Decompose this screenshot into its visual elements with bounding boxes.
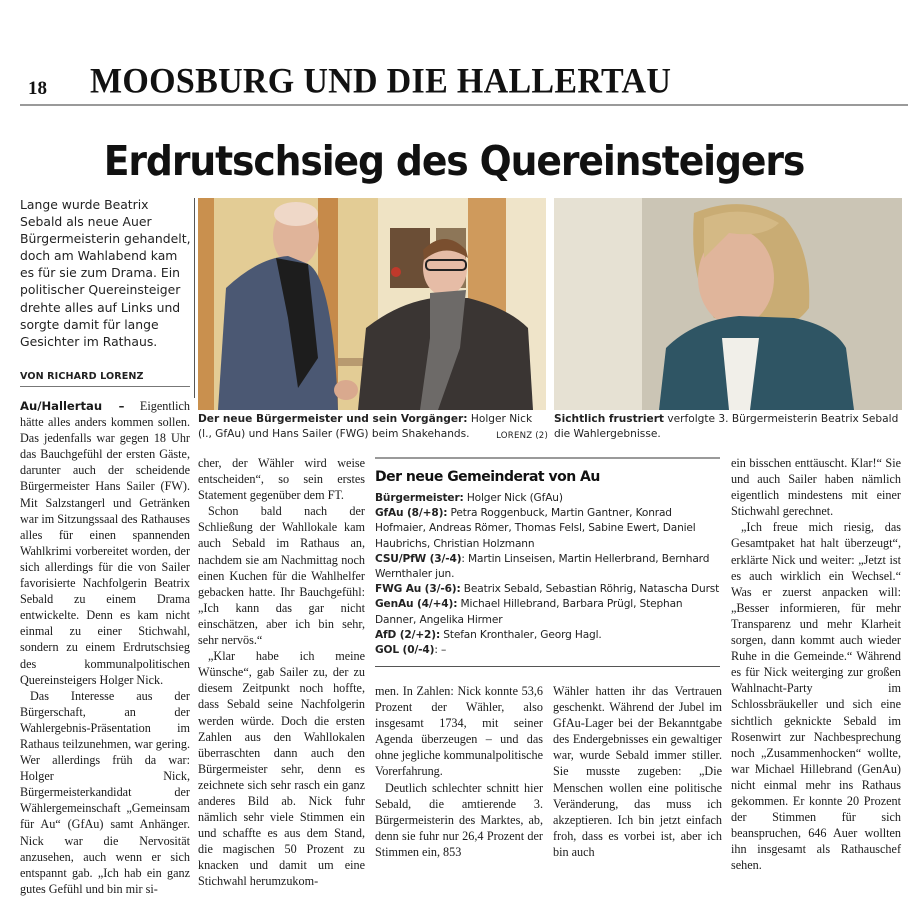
info-entry [375,597,720,627]
caption-bold: Der neue Bürgermeister und sein Vorgänger: [198,413,468,425]
info-box-gemeinderat [375,457,720,667]
photo-credit: LORENZ (2) [496,430,548,441]
caption-text: Holger Nick (l., GfAu) und Hans Sailer (FWG) beim Shakehands. [198,413,533,440]
info-entry-label: Bürgermeister: [375,492,464,504]
article-paragraph: Eigentlich hätte alles anders kommen sollen. Das jedenfalls war gegen 18 Uhr das Bauchgefühl der ersten Gäste, darunter auch der scheidende Bürgermeister Hans Sailer (FW). Mit Salzstangerl und Getränken war im Sitzungssaal des Rathauses alles für einen spannenden Wahlkrimi vorbereitet worden, der sich allerdings für die von Sailer favorisierte Nachfolgerin Beatrix Sebald zu einem Drama entwickelte. Denn es kam nicht einmal zu einer Stichwahl, sondern zu einem Erdrutschsieg des kommunalpolitischen Quereinsteigers Holger Nick. [20,399,190,687]
info-entry-label: FWG Au (3/-6): [375,583,461,596]
section-title: MOOSBURG UND DIE HALLERTAU [90,62,672,101]
article-paragraph: cher, der Wähler wird weise entscheiden“, so sein erstes Statement gegenüber dem FT. [198,456,365,503]
info-box-title: Der neue Gemeinderat von Au [375,469,600,485]
column-divider [194,198,195,398]
byline: VON RICHARD LORENZ [20,371,190,387]
photo-handshake [198,198,546,410]
info-entry [375,628,720,643]
info-entry [375,552,720,582]
sebald-photo-image [554,198,902,410]
article-paragraph: Schon bald nach der Schließung der Wahllokale kam auch Sebald im Rathaus an, nachdem sie am Nachmittag noch einen Kuchen für die Wahlhelfer gebacken hatte. Ihr Bauchgefühl: „Ich kann das gar nicht einschätzen, aber ich bin sehr, sehr nervös.“ [198,504,365,648]
article-paragraph: ein bisschen enttäuscht. Klar!“ Sie und auch Sailer haben nämlich eigentlich mindestens mit einer Stichwahl gerechnet. [731,456,901,519]
info-entry [375,582,720,597]
info-entry-text: : Martin Linseisen, Martin Hellerbrand, Bernhard Wernthaler jun. [375,552,710,581]
info-entry [375,491,720,506]
info-entry-text: Michael Hillebrand, Barbara Prügl, Stephan Danner, Angelika Hirmer [375,598,683,626]
article-paragraph: Wähler hatten ihr das Vertrauen geschenkt. Während der Jubel im GfAu-Lager bei der Bekanntgabe des Endergebnisses ein gewaltiger war, wurde Sebald immer stiller. Sie musste zugeben: „Die Menschen wollen eine politische Veränderung, das muss ich akzeptieren. Ich bin jetzt einfach froh, dass es vorbei ist, aber ich bin auch [553,684,722,859]
info-entry-text: Beatrix Sebald, Sebastian Röhrig, Natascha Durst [460,583,720,596]
info-entry-label: CSU/PfW (3/-4) [375,552,462,565]
teaser: Lange wurde Beatrix Sebald als neue Auer Bürgermeisterin gehandelt, doch am Wahlabend kam es für sie zum Drama. Ein politischer Quereinsteiger drehte alles auf Links und sorgte damit für lange Gesichter im Rathaus. [20,197,191,349]
info-entry-text: : – [434,644,447,657]
article-column-2 [198,455,365,890]
handshake-photo-image [198,198,546,410]
info-entry-text: Petra Roggenbuck, Martin Gantner, Konrad Hofmaier, Andreas Römer, Thomas Felsl, Sabine Ewert, Daniel Haubrichs, Christian Holzmann [375,507,696,550]
photo-caption-handshake [198,412,548,443]
article-paragraph: Deutlich schlechter schnitt hier Sebald, die amtierende 3. Bürgermeisterin des Marktes, ab, denn sie fuhr nur 26,4 Prozent der Stimmen ein, 853 [375,780,543,859]
caption-bold: Sichtlich frustriert [554,413,664,425]
info-entry-text: Stefan Kronthaler, Georg Hagl. [440,628,602,641]
article-column-4 [553,683,722,860]
info-entry-label: GfAu (8/+8): [375,507,448,520]
article-column-3 [375,683,543,860]
info-entry-text: Holger Nick (GfAu) [463,492,563,504]
photo-sebald [554,198,902,410]
info-entry-label: AfD (2/+2): [375,628,441,641]
article-paragraph: „Ich freue mich riesig, das Gesamtpaket hat halt überzeugt“, erklärte Nick und weiter: „Jetzt ist es auch wirklich ein Wechsel.“ Was er zuerst anpacken will: „Besser informieren, für mehr Transparenz und mehr Klarheit sorgen, dann kommt auch wieder Ruhe in die Gemeinde.“ Während es für Nick weiterging zur großen Wahlnacht-Party im Schlossbräukeller und sich eine sichtlich geknickte Sebald im Rosenwirt zur Nachbesprechung noch „Zusammenhocken“ wollte, war Michael Hillebrand (GenAu) nicht einmal mehr ins Rathaus gekommen. Er konnte 20 Prozent der Stimmen für sich beanspruchen, 646 Auer wollten ihn insgesamt als Rathauschef sehen. [731,520,901,873]
info-entry-label: GOL (0/-4) [375,644,435,657]
dateline: Au/Hallertau – [20,399,125,413]
info-entry [375,643,720,658]
caption-text: verfolgte 3. Bürgermeisterin Beatrix Sebald die Wahlergebnisse. [554,413,899,440]
info-entry [375,506,720,552]
article-column-1 [20,398,190,897]
article-paragraph: men. In Zahlen: Nick konnte 53,6 Prozent der Wähler, also insgesamt 1734, mit seiner Agenda überzeugen – und das ohne jegliche kommunalpolitische Vorerfahrung. [375,684,543,779]
page-number: 18 [28,78,47,99]
article-paragraph: Das Interesse aus der Bürgerschaft, an der Wahlergebnis-Präsentation im Rathaus teilzunehmen, war gering. Wer allerdings früh da war: Holger Nick, Bürgermeisterkandidat der Wählergemeinschaft „Gemeinsam für Au“ (GfAu) samt Anhänger. Nick war die Nervosität anzusehen, auch wenn er sich entspannt gab. „Ich hab ein ganz gutes Gefühl und bin mir si- [20,688,190,896]
article-paragraph: „Klar habe ich meine Wünsche“, gab Sailer zu, der zu diesem Zeitpunkt noch hoffte, dass Sebald seine Nachfolgerin werden würde. Doch die ersten Zahlen aus den Wahllokalen überraschten dann auch den Bürgermeister sehr, denn es zeichnete sich sehr rasch ein ganz anderes Bild ab. Nick fuhr nämlich sehr viele Stimmen ein und schaffte es aus dem Stand, die magischen 50 Prozent zu knacken und damit um eine Stichwahl herumzukom- [198,649,365,889]
article-column-5 [731,455,901,873]
headline: Erdrutschsieg des Quereinsteigers [103,137,805,185]
info-entry-label: GenAu (4/+4): [375,598,458,611]
page-header [20,62,908,106]
photo-caption-sebald [554,412,904,441]
